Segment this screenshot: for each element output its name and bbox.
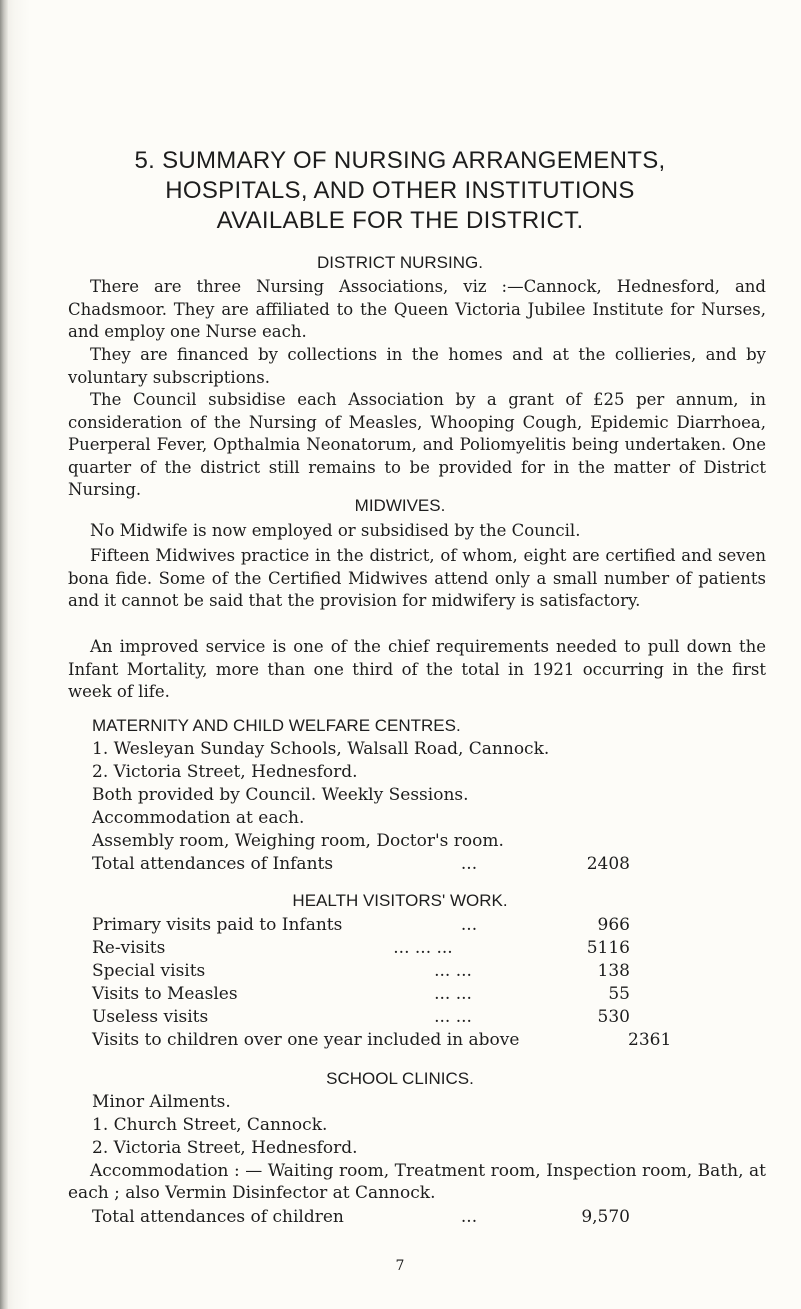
heading-maternity: MATERNITY AND CHILD WELFARE CENTRES.	[92, 716, 461, 735]
school-clinics-total-value: 9,570	[581, 1207, 630, 1227]
health-visitors-children-row	[92, 1029, 686, 1051]
midwives-paragraph-3: An improved service is one of the chief requirements needed to pull down the Infant Mortality, more than one third of the total in 1921 occurring in the first week of life.	[68, 637, 766, 701]
midwives-paragraph-2: Fifteen Midwives practice in the district, of whom, eight are certified and seven bona fide. Some of the Certified Midwives attend only a small number of patients and it cannot be said that the provision for midwifery is satisfactory.	[68, 546, 766, 610]
health-visitors-row-label: Special visits	[92, 961, 206, 981]
health-visitors-row-dots: ...	[460, 915, 478, 935]
health-visitors-row-value: 966	[597, 915, 630, 935]
health-visitors-children-label: Visits to children over one year included in above	[92, 1030, 520, 1050]
maternity-total-dots: ...	[460, 854, 478, 874]
health-visitors-row	[92, 983, 630, 1005]
health-visitors-row-value: 5116	[586, 938, 630, 958]
maternity-total-row	[92, 853, 630, 875]
maternity-line-5: Assembly room, Weighing room, Doctor's room.	[92, 831, 504, 851]
title-line-2: HOSPITALS, AND OTHER INSTITUTIONS	[165, 177, 635, 204]
school-clinics-item-2: 2. Victoria Street, Hednesford.	[92, 1138, 358, 1158]
health-visitors-row-label: Visits to Measles	[92, 984, 238, 1004]
heading-school-clinics: SCHOOL CLINICS.	[326, 1069, 474, 1088]
maternity-total-value: 2408	[586, 854, 630, 874]
title-line-1: 5. SUMMARY OF NURSING ARRANGEMENTS,	[134, 147, 666, 174]
health-visitors-row	[92, 960, 630, 982]
school-clinics-accommodation: Accommodation : — Waiting room, Treatment room, Inspection room, Bath, at each ; also Vermin Disinfector at Cannock.	[68, 1161, 766, 1203]
heading-district-nursing: DISTRICT NURSING.	[317, 253, 483, 272]
health-visitors-row	[92, 1006, 630, 1028]
district-nursing-paragraph-1: There are three Nursing Associations, viz :—Cannock, Hednesford, and Chadsmoor. They are affiliated to the Queen Victoria Jubilee Institute for Nurses, and employ one Nurse each.	[68, 277, 766, 341]
health-visitors-row-dots: ... ... ...	[393, 938, 453, 958]
school-clinics-subheading: Minor Ailments.	[92, 1092, 231, 1112]
health-visitors-row-value: 55	[608, 984, 630, 1004]
district-nursing-paragraph-3: The Council subsidise each Association by a grant of £25 per annum, in consideration of the Nursing of Measles, Whooping Cough, Epidemic Diarrhoea, Puerperal Fever, Opthalmia Neonatorum, and Poliomyelitis being undertaken. One quarter of the district still remains to be provided for in the matter of District Nursing.	[68, 390, 766, 499]
maternity-item-1: 1. Wesleyan Sunday Schools, Walsall Road, Cannock.	[92, 739, 550, 759]
maternity-total-label: Total attendances of Infants	[92, 854, 334, 874]
maternity-item-2: 2. Victoria Street, Hednesford.	[92, 762, 358, 782]
health-visitors-row-value: 138	[597, 961, 630, 981]
health-visitors-children-value: 2361	[628, 1030, 672, 1050]
page-number: 7	[395, 1258, 405, 1274]
district-nursing-paragraph-2: They are financed by collections in the homes and at the collieries, and by voluntary subscriptions.	[68, 345, 766, 387]
heading-health-visitors: HEALTH VISITORS' WORK.	[292, 891, 508, 910]
health-visitors-row-label: Primary visits paid to Infants	[92, 915, 343, 935]
title-line-3: AVAILABLE FOR THE DISTRICT.	[216, 207, 584, 234]
school-clinics-item-1: 1. Church Street, Cannock.	[92, 1115, 328, 1135]
page-binding-edge	[0, 0, 8, 1309]
health-visitors-row-dots: ... ...	[434, 984, 472, 1004]
heading-midwives: MIDWIVES.	[354, 496, 446, 515]
health-visitors-row	[92, 914, 630, 936]
midwives-paragraph-1: No Midwife is now employed or subsidised by the Council.	[90, 521, 581, 540]
health-visitors-row-label: Re-visits	[92, 938, 166, 958]
school-clinics-total-dots: ...	[460, 1207, 478, 1227]
health-visitors-row-dots: ... ...	[434, 961, 472, 981]
school-clinics-total-label: Total attendances of children	[92, 1207, 344, 1227]
health-visitors-row-dots: ... ...	[434, 1007, 472, 1027]
health-visitors-row	[92, 937, 630, 959]
maternity-line-4: Accommodation at each.	[92, 808, 305, 828]
maternity-line-3: Both provided by Council. Weekly Sessions.	[92, 785, 469, 805]
health-visitors-row-value: 530	[597, 1007, 630, 1027]
school-clinics-total-row	[92, 1206, 630, 1228]
health-visitors-row-label: Useless visits	[92, 1007, 209, 1027]
